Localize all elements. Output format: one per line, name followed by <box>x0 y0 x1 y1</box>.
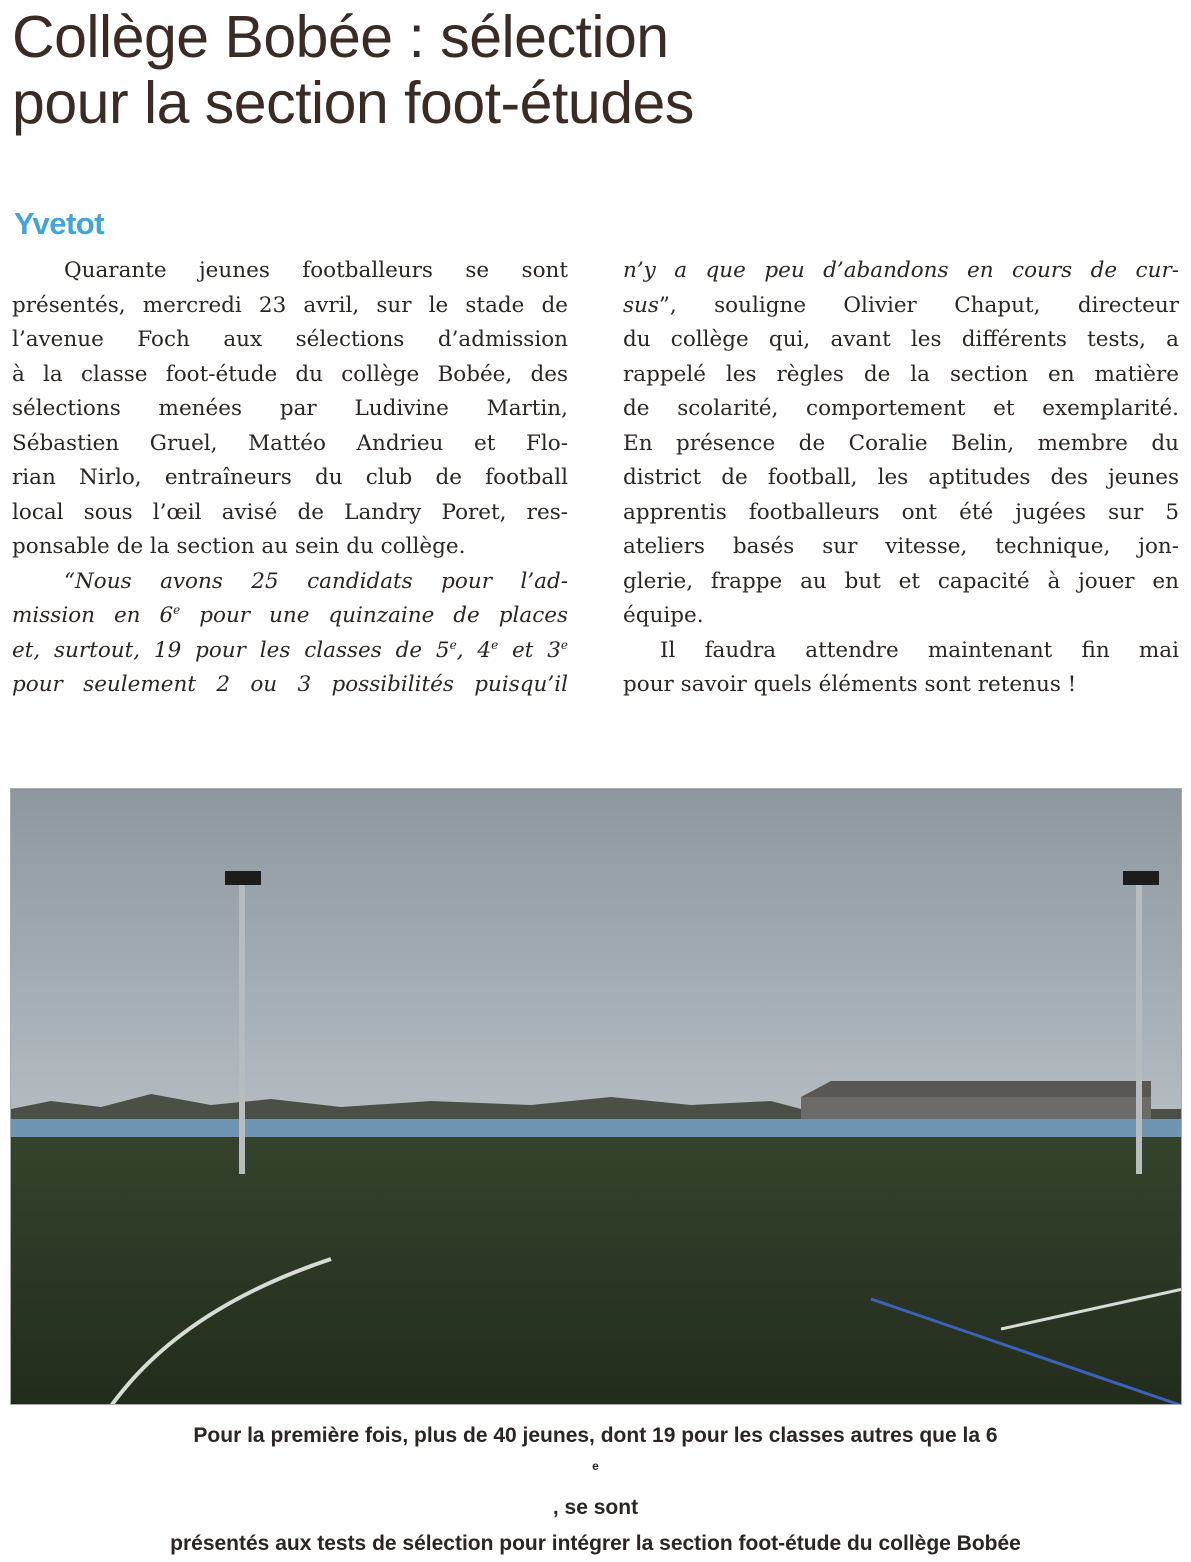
text-line: local sous l’œil avisé de Landry Poret, res- <box>12 499 568 525</box>
paragraph-quote-continued <box>623 254 1179 634</box>
text-line: et, surtout, 19 pour les classes de 5e, 4e et 3e <box>12 637 568 663</box>
pitch <box>11 1137 1182 1405</box>
caption-line-1: Pour la première fois, plus de 40 jeunes, dont 19 pour les classes autres que la 6 $^e$ , se sont <box>193 1424 998 1519</box>
text-line: Sébastien Gruel, Mattéo Andrieu et Flo- <box>12 430 568 456</box>
article-column-right <box>623 254 1179 703</box>
headline-line-1: Collège Bobée : sélection <box>12 4 669 70</box>
article-headline <box>12 4 1182 136</box>
text-line: pour savoir quels éléments sont retenus ! <box>623 672 1077 697</box>
text-line: ponsable de la section au sein du collège. <box>12 534 466 559</box>
dateline: Yvetot <box>14 206 105 241</box>
blue-fence <box>11 1119 1182 1139</box>
photo-caption <box>0 1418 1191 1562</box>
text-line: à la classe foot-étude du collège Bobée, des <box>12 361 568 387</box>
text-line: sus”, souligne Olivier Chaput, directeur <box>623 292 1179 318</box>
paragraph-quote <box>12 565 568 703</box>
text-line: rian Nirlo, entraîneurs du club de football <box>12 465 568 490</box>
text-line: Il faudra attendre maintenant fin mai <box>660 637 1179 663</box>
text-line: n’y a que peu d’abandons en cours de cur- <box>623 258 1179 283</box>
text-line: apprentis footballeurs ont été jugées sur 5 <box>623 499 1179 525</box>
text-line: pour seulement 2 ou 3 possibilités puisqu’il <box>12 672 568 697</box>
text-line: ateliers basés sur vitesse, technique, jon- <box>623 534 1179 559</box>
text-line: district de football, les aptitudes des jeunes <box>623 465 1179 490</box>
text-line: du collège qui, avant les différents tests, a <box>623 327 1179 352</box>
text-line: rappelé les règles de la section en matière <box>623 361 1179 387</box>
text-line: l’avenue Foch aux sélections d’admission <box>12 327 568 352</box>
article-column-left <box>12 254 568 703</box>
text-line: mission en 6e pour une quinzaine de places <box>12 602 568 628</box>
team-photo <box>10 788 1182 1405</box>
headline-line-2: pour la section foot-études <box>12 70 694 136</box>
text-line: présentés, mercredi 23 avril, sur le stade de <box>12 292 568 318</box>
paragraph-intro <box>12 254 568 565</box>
text-line: équipe. <box>623 603 704 628</box>
text-line: En présence de Coralie Belin, membre du <box>623 430 1179 456</box>
text-line: glerie, frappe au but et capacité à jouer en <box>623 568 1179 594</box>
paragraph-closing <box>623 634 1179 703</box>
caption-line-2: présentés aux tests de sélection pour intégrer la section foot-étude du collège Bobée <box>170 1532 1021 1555</box>
text-line: sélections menées par Ludivine Martin, <box>12 396 568 421</box>
text-line: Quarante jeunes footballeurs se sont <box>64 258 568 283</box>
text-line: “Nous avons 25 candidats pour l’ad- <box>64 568 568 594</box>
clubhouse-roof <box>801 1081 1151 1097</box>
text-line: de scolarité, comportement et exemplarité. <box>623 396 1179 421</box>
sky <box>11 789 1182 1119</box>
